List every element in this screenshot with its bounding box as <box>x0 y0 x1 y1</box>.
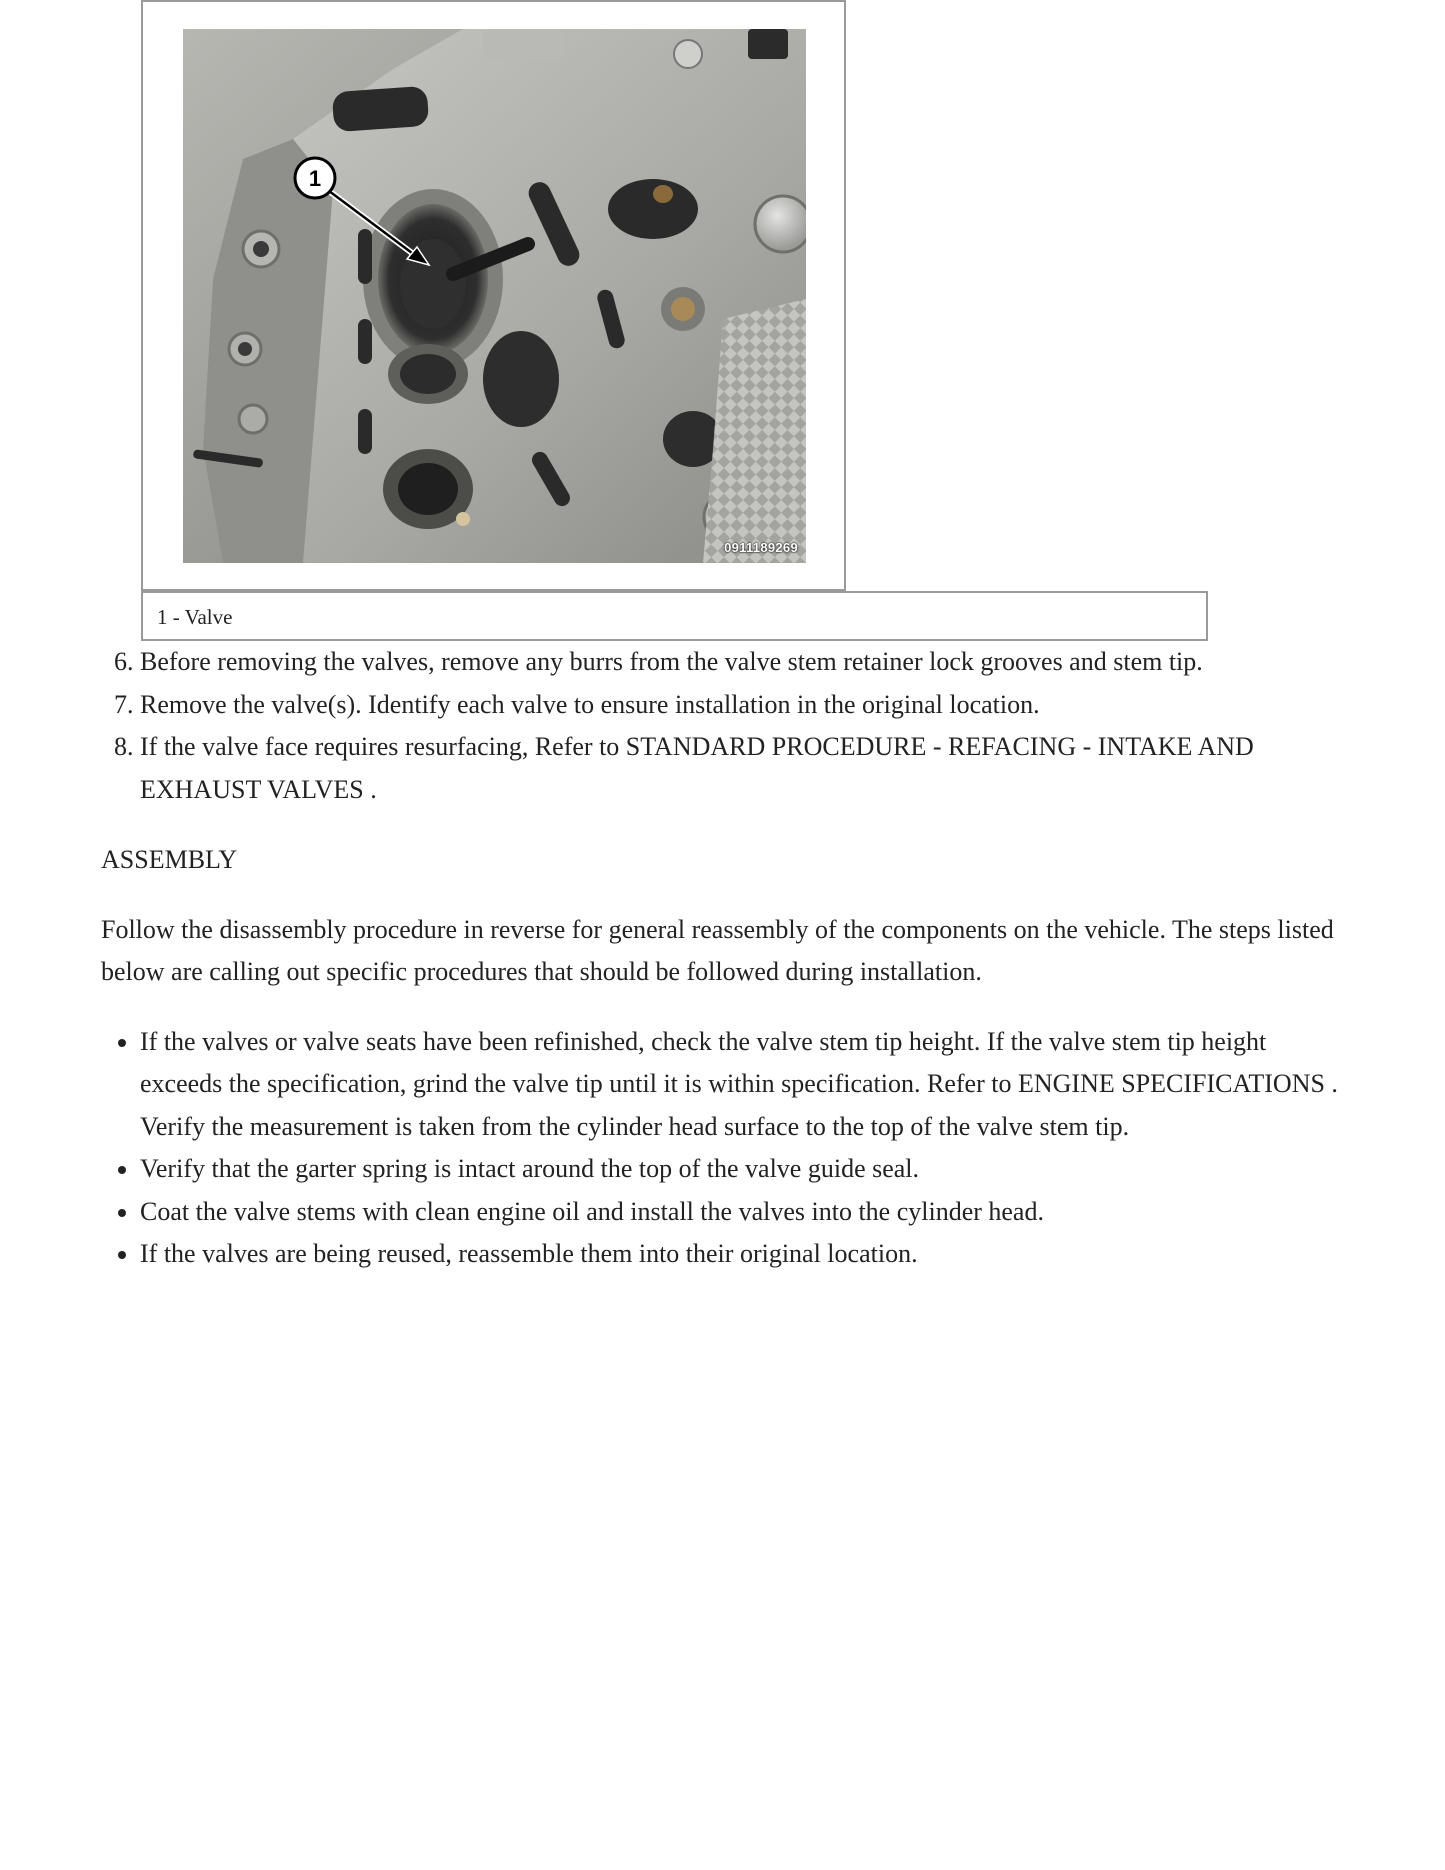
cylinder-head-photo <box>183 29 806 563</box>
image-code: 0911189269 <box>724 540 798 555</box>
list-item: • If the valves are being reused, reassemble them into their original location. <box>140 1233 1341 1276</box>
disassembly-steps-list <box>101 641 1341 811</box>
list-item: 7. Remove the valve(s). Identify each valve to ensure installation in the original location. <box>140 684 1341 727</box>
figure-caption-box <box>141 591 1208 641</box>
cylinder-head-illustration <box>183 29 806 563</box>
assembly-bullets-list <box>101 1021 1341 1276</box>
list-item: • Coat the valve stems with clean engine oil and install the valves into the cylinder head. <box>140 1191 1341 1234</box>
list-item: • If the valves or valve seats have been refinished, check the valve stem tip height. If the valve stem tip height exceeds the specification, grind the valve tip until it is within specification. Refer to ENGINE SPECIFICATIONS . Verify the measurement is taken from the cylinder head surface to the top of the valve stem tip. <box>140 1021 1341 1149</box>
section-heading-assembly: ASSEMBLY <box>101 845 238 874</box>
list-item: 6. Before removing the valves, remove any burrs from the valve stem retainer lock grooves and stem tip. <box>140 641 1341 684</box>
list-item: • Verify that the garter spring is intact around the top of the valve guide seal. <box>140 1148 1341 1191</box>
assembly-intro-paragraph: Follow the disassembly procedure in reverse for general reassembly of the components on the vehicle. The steps listed below are calling out specific procedures that should be followed during installation. <box>101 914 1334 986</box>
callout-number: 1 <box>308 166 322 191</box>
figure-caption: 1 - Valve <box>157 605 233 629</box>
document-content <box>101 641 1341 1276</box>
figure-frame <box>141 0 846 591</box>
list-item: 8. If the valve face requires resurfacing, Refer to STANDARD PROCEDURE - REFACING - INTAKE AND EXHAUST VALVES . <box>140 726 1341 811</box>
